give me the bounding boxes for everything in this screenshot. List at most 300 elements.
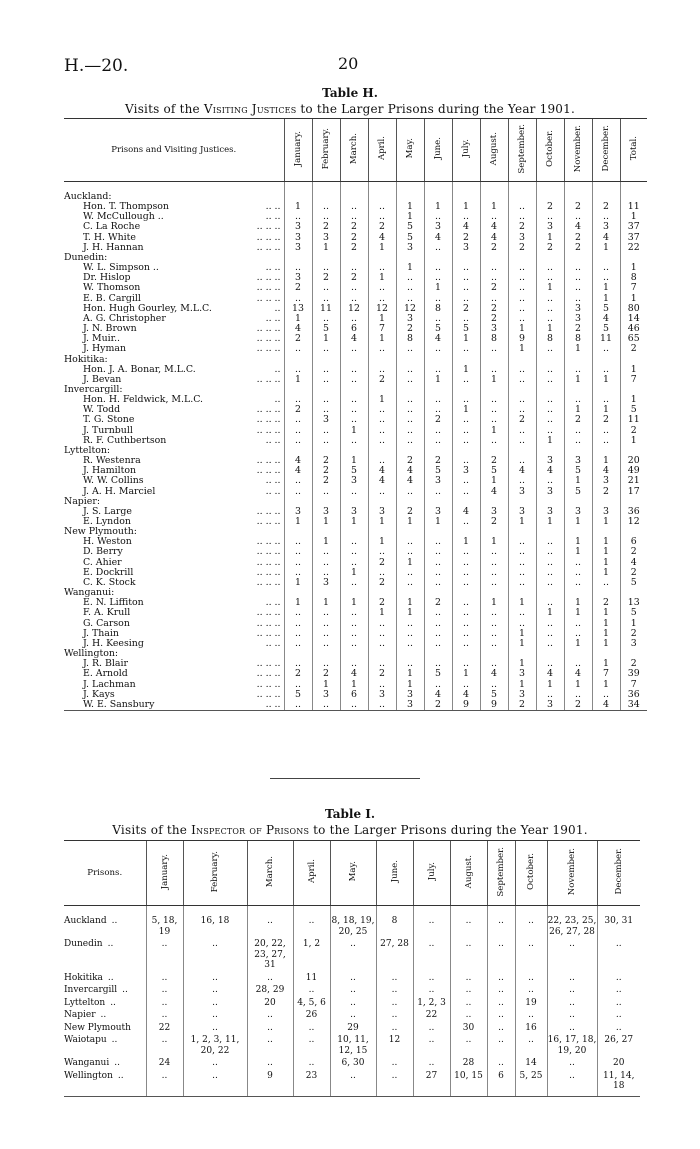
visit-count-cell [340,385,368,395]
visit-count-cell: 6 [340,324,368,334]
table-h-justice-row [64,324,647,334]
visit-dates-cell: .. [597,1022,640,1035]
visit-count-cell: 5 [396,233,424,243]
visit-count-cell: 4 [424,334,452,344]
total-cell [620,253,647,263]
table-i-subtitle-emphasis: Inspector of Prisons [191,823,310,837]
visit-count-cell: 3 [536,507,564,517]
justice-name-label: W. E. Sansbury [83,699,155,710]
visit-count-cell: .. [340,436,368,446]
visit-count-cell: 2 [368,375,396,385]
visit-dates-cell: .. [597,972,640,985]
table-h-visiting-justices [64,118,647,711]
visit-count-cell: 1 [340,568,368,578]
visit-dates-cell: .. [376,1057,413,1070]
visit-count-cell [592,527,620,537]
total-cell: 2 [620,547,647,557]
visit-count-cell: 3 [592,507,620,517]
total-cell: 36 [620,690,647,700]
visit-count-cell: .. [368,639,396,649]
visit-count-cell: 1 [480,426,508,436]
total-cell: 5 [620,608,647,618]
visit-dates-cell: .. [247,906,293,939]
leader-dots: .. [114,1058,120,1068]
table-h-justice-row [64,405,647,415]
visit-count-cell: 1 [396,517,424,527]
visit-count-cell: 1 [592,294,620,304]
visit-count-cell: .. [368,283,396,293]
visit-count-cell [424,527,452,537]
visit-count-cell: .. [368,568,396,578]
visit-count-cell [284,446,312,456]
visit-count-cell: .. [340,629,368,639]
visit-count-cell: .. [452,680,480,690]
visit-dates-cell: .. [247,1009,293,1022]
visit-count-cell [284,355,312,365]
total-cell: 17 [620,487,647,497]
leader-dots: .. .. [256,700,284,711]
visit-count-cell: 5 [592,304,620,314]
table-h-header-label: August. [489,131,500,166]
visit-count-cell: 4 [592,233,620,243]
leader-dots: .. .. .. [256,537,281,548]
visit-count-cell: 4 [396,476,424,486]
visit-count-cell: .. [368,426,396,436]
visit-count-cell: .. [480,558,508,568]
visit-count-cell: 2 [396,507,424,517]
visit-count-cell: 1 [368,314,396,324]
visit-dates-cell: .. [547,997,597,1010]
visit-count-cell [564,253,592,263]
visit-count-cell: 2 [368,598,396,608]
total-cell: 7 [620,375,647,385]
visit-count-cell: .. [508,619,536,629]
visit-count-cell: 1 [452,669,480,679]
leader-dots: .. [274,303,281,314]
visit-count-cell [564,527,592,537]
visit-count-cell: 5 [424,669,452,679]
visit-count-cell: 2 [508,415,536,425]
visit-count-cell: 5 [452,324,480,334]
visit-count-cell [368,527,396,537]
visit-count-cell: 4 [452,507,480,517]
visit-count-cell: .. [536,690,564,700]
visit-count-cell: 3 [284,243,312,253]
table-h-total-header [620,119,647,182]
visit-count-cell: .. [312,212,340,222]
justice-name-label: J. Turnbull [83,425,133,436]
justice-name [64,375,256,385]
visit-count-cell: 2 [368,222,396,232]
visit-count-cell: 2 [508,243,536,253]
visit-count-cell: 1 [564,405,592,415]
visit-dates-cell: .. [487,1022,515,1035]
total-cell: 6 [620,537,647,547]
visit-count-cell: 1 [284,314,312,324]
leader-dots [256,497,284,507]
prison-group-name [64,446,256,456]
visit-count-cell [340,253,368,263]
visit-dates-cell: .. [450,938,487,972]
visit-dates-cell: .. [487,1034,515,1057]
visit-count-cell [508,527,536,537]
visit-dates-cell: .. [146,972,183,985]
visit-count-cell [564,649,592,659]
justice-name-label: H. Weston [83,537,132,548]
visit-count-cell: .. [424,263,452,273]
justice-name-label: R. Westenra [83,456,141,467]
visit-count-cell: .. [480,344,508,354]
visit-count-cell [396,497,424,507]
visit-dates-cell: .. [487,984,515,997]
total-cell: 7 [620,283,647,293]
table-h-justice-row [64,578,647,588]
visit-dates-cell: .. [413,972,450,985]
prison-name: New Plymouth [64,1022,131,1033]
visit-count-cell: .. [312,365,340,375]
visit-count-cell: .. [368,415,396,425]
justice-name-label: D. Berry [83,547,123,558]
visit-count-cell: 1 [536,517,564,527]
visit-count-cell: 1 [312,537,340,547]
prison-name: Lyttelton [64,997,106,1008]
visit-count-cell: .. [564,395,592,405]
prison-group-label: Napier: [64,496,100,507]
visit-count-cell: 2 [564,324,592,334]
visit-dates-cell: 10, 15 [450,1070,487,1097]
visit-count-cell: 3 [424,222,452,232]
total-cell: 1 [620,436,647,446]
visit-dates-cell: .. [515,938,547,972]
visit-count-cell: .. [508,294,536,304]
visit-count-cell: .. [564,365,592,375]
visit-count-cell: 2 [592,487,620,497]
justice-name [64,304,256,314]
visit-count-cell: .. [396,415,424,425]
visit-count-cell: 8 [480,334,508,344]
visit-count-cell: 4 [536,669,564,679]
prison-name: Hokitika [64,972,103,983]
leader-dots: .. .. .. [256,659,281,670]
visit-dates-cell: .. [547,984,597,997]
visit-count-cell: 3 [312,233,340,243]
visit-count-cell: 2 [592,415,620,425]
visit-count-cell: 1 [284,517,312,527]
visit-count-cell: .. [592,395,620,405]
visit-count-cell: 9 [480,700,508,711]
visit-count-cell: 4 [536,466,564,476]
visit-count-cell: 4 [480,487,508,497]
table-h-justice-row [64,375,647,385]
visit-dates-cell: 29 [330,1022,376,1035]
visit-count-cell: .. [536,344,564,354]
visit-count-cell: .. [508,395,536,405]
visit-count-cell: 1 [592,608,620,618]
visit-dates-cell: .. [247,1057,293,1070]
justice-name-label: J. N. Brown [83,324,137,335]
visit-count-cell: 2 [424,700,452,711]
visit-count-cell: 4 [452,690,480,700]
table-h-justice-row [64,507,647,517]
visit-count-cell: 1 [592,517,620,527]
justice-name [64,263,256,273]
table-i-header-label: May. [348,861,358,882]
visit-count-cell: 2 [564,233,592,243]
justice-name [64,547,256,557]
visit-dates-cell: .. [183,1009,247,1022]
justice-name [64,568,256,578]
visit-count-cell: .. [480,639,508,649]
visit-count-cell: 1 [284,598,312,608]
visit-count-cell [312,588,340,598]
justice-name-label: C. K. Stock [83,577,136,588]
table-h-prison-group-row [64,588,647,598]
visit-dates-cell: .. [376,1070,413,1097]
visit-count-cell: .. [424,537,452,547]
justice-name-label: J. A. H. Marciel [83,486,156,497]
table-h-justice-row [64,365,647,375]
visit-count-cell [564,385,592,395]
table-h-header-label: November. [573,124,584,173]
visit-dates-cell: .. [450,906,487,939]
visit-count-cell: 2 [284,283,312,293]
visit-count-cell: .. [396,629,424,639]
visit-count-cell: .. [312,263,340,273]
leader-dots: .. .. .. [256,344,281,355]
visit-count-cell: 1 [368,243,396,253]
visit-dates-cell: .. [247,1022,293,1035]
visit-count-cell: 1 [592,283,620,293]
visit-count-cell: .. [452,558,480,568]
visit-count-cell: 1 [368,517,396,527]
visit-count-cell: .. [564,426,592,436]
visit-count-cell [480,355,508,365]
leader-dots: .. .. [265,476,281,487]
table-h-month-header [284,119,312,182]
visit-count-cell: .. [536,598,564,608]
prison-name: Waiotapu [64,1035,107,1045]
visit-count-cell: 3 [592,222,620,232]
visit-count-cell [564,182,592,203]
visit-count-cell: .. [536,405,564,415]
table-i-month-header [247,841,293,906]
visit-count-cell: .. [452,375,480,385]
visit-count-cell: .. [508,212,536,222]
visit-count-cell: 2 [592,598,620,608]
visit-count-cell: 1 [564,598,592,608]
visit-count-cell: 1 [396,669,424,679]
visit-count-cell: 4 [592,314,620,324]
visit-count-cell: 2 [368,578,396,588]
visit-count-cell: .. [312,426,340,436]
visit-count-cell: .. [340,639,368,649]
visit-count-cell: 6 [340,690,368,700]
leader-dots: .. .. .. [256,456,281,467]
visit-count-cell: 2 [340,243,368,253]
visit-count-cell [452,355,480,365]
table-i-subtitle-pre: Visits of the [112,823,192,837]
visit-count-cell: .. [340,558,368,568]
visit-count-cell [284,182,312,203]
visit-dates-cell: 11 [293,972,330,985]
justice-name [64,456,256,466]
visit-count-cell [284,588,312,598]
justice-name [64,558,256,568]
visit-count-cell [340,497,368,507]
visit-dates-cell: .. [547,972,597,985]
table-i-header-label: November. [567,847,577,896]
visit-count-cell: 4 [564,222,592,232]
visit-dates-cell: 20 [597,1057,640,1070]
visit-count-cell: 1 [368,608,396,618]
table-h-prison-group-row [64,446,647,456]
visit-count-cell: .. [312,283,340,293]
visit-count-cell: .. [480,436,508,446]
visit-dates-cell: 5, 18, 19 [146,906,183,939]
visit-count-cell: .. [508,578,536,588]
visit-count-cell [396,385,424,395]
leader-dots: .. .. .. [256,567,281,578]
table-h-justice-row [64,436,647,446]
table-h-subtitle-emphasis: Visiting Justices [203,102,297,116]
visit-dates-cell: .. [413,1022,450,1035]
visit-count-cell: .. [564,659,592,669]
visit-count-cell: 2 [284,669,312,679]
table-h-justice-row [64,263,647,273]
visit-count-cell: 1 [592,537,620,547]
visit-count-cell [536,385,564,395]
visit-count-cell [452,446,480,456]
visit-count-cell [396,182,424,203]
prison-group-name [64,385,256,395]
visit-dates-cell: .. [330,1009,376,1022]
table-h-subtitle [0,102,700,116]
visit-count-cell: 1 [312,680,340,690]
visit-count-cell: .. [480,547,508,557]
justice-name-label: J. Hyman [83,344,126,355]
visit-count-cell: 2 [508,700,536,711]
visit-dates-cell: 19 [515,997,547,1010]
visit-count-cell: .. [396,294,424,304]
visit-count-cell: 1 [592,629,620,639]
visit-count-cell: .. [340,659,368,669]
visit-count-cell: .. [480,212,508,222]
visit-count-cell: .. [424,365,452,375]
visit-dates-cell: 1, 2 [293,938,330,972]
table-i-month-header [413,841,450,906]
justice-name [64,314,256,324]
visit-count-cell: .. [396,547,424,557]
visit-count-cell: 1 [340,680,368,690]
table-i-month-header [293,841,330,906]
visit-count-cell: 3 [312,415,340,425]
visit-count-cell: .. [536,314,564,324]
visit-dates-cell: .. [515,984,547,997]
visit-count-cell: .. [564,273,592,283]
visit-count-cell: .. [368,456,396,466]
justice-name [64,283,256,293]
visit-count-cell: 1 [592,405,620,415]
visit-dates-cell: .. [293,1034,330,1057]
visit-dates-cell: .. [450,1009,487,1022]
visit-count-cell: .. [340,405,368,415]
table-i-header-label: March. [265,855,275,888]
visit-count-cell: .. [312,547,340,557]
visit-count-cell [508,253,536,263]
visit-dates-cell: .. [547,938,597,972]
visit-dates-cell: 22, 23, 25, 26, 27, 28 [547,906,597,939]
visit-count-cell: 1 [536,283,564,293]
visit-dates-cell: .. [515,1009,547,1022]
visit-count-cell [424,355,452,365]
leader-dots [256,182,284,203]
table-h-justice-row [64,334,647,344]
visit-count-cell: .. [312,700,340,711]
visit-count-cell: .. [508,375,536,385]
leader-dots: .. .. .. [256,466,281,477]
justice-name [64,233,256,243]
visit-count-cell [508,588,536,598]
visit-count-cell: .. [396,426,424,436]
visit-count-cell [340,527,368,537]
prison-name-cell [64,938,146,972]
section-divider [270,778,420,779]
table-i-prison-row [64,984,640,997]
visit-count-cell: 2 [312,466,340,476]
visit-count-cell: .. [508,304,536,314]
visit-count-cell: .. [564,212,592,222]
visit-count-cell: .. [536,395,564,405]
total-cell: 5 [620,578,647,588]
visit-count-cell: 1 [452,365,480,375]
visit-count-cell: 1 [592,547,620,557]
justice-name [64,578,256,588]
visit-count-cell [452,385,480,395]
visit-count-cell: 13 [284,304,312,314]
visit-count-cell [312,253,340,263]
visit-count-cell: 2 [480,283,508,293]
visit-dates-cell: .. [376,1022,413,1035]
total-cell [620,385,647,395]
visit-count-cell: .. [592,344,620,354]
visit-count-cell: 9 [452,700,480,711]
leader-dots: .. .. .. [256,577,281,588]
justice-name-label: J. Lachman [83,679,136,690]
visit-count-cell: 3 [508,233,536,243]
visit-count-cell [284,497,312,507]
visit-count-cell: 1 [480,476,508,486]
justice-name [64,487,256,497]
prison-name: Auckland [64,916,107,926]
total-cell: 12 [620,517,647,527]
visit-count-cell: .. [452,568,480,578]
visit-count-cell: .. [396,365,424,375]
leader-dots: .. [111,1035,118,1045]
visit-dates-cell: 22 [146,1022,183,1035]
prison-name-cell [64,1009,146,1022]
table-h-justice-row [64,304,647,314]
visit-count-cell: .. [452,517,480,527]
visit-count-cell: .. [340,294,368,304]
total-cell: 34 [620,700,647,711]
total-cell [620,588,647,598]
table-h-prison-group-row [64,182,647,203]
table-h-justice-row [64,395,647,405]
visit-count-cell: .. [452,294,480,304]
visit-count-cell: 1 [480,202,508,212]
visit-count-cell: 4 [564,669,592,679]
visit-count-cell: .. [284,436,312,446]
